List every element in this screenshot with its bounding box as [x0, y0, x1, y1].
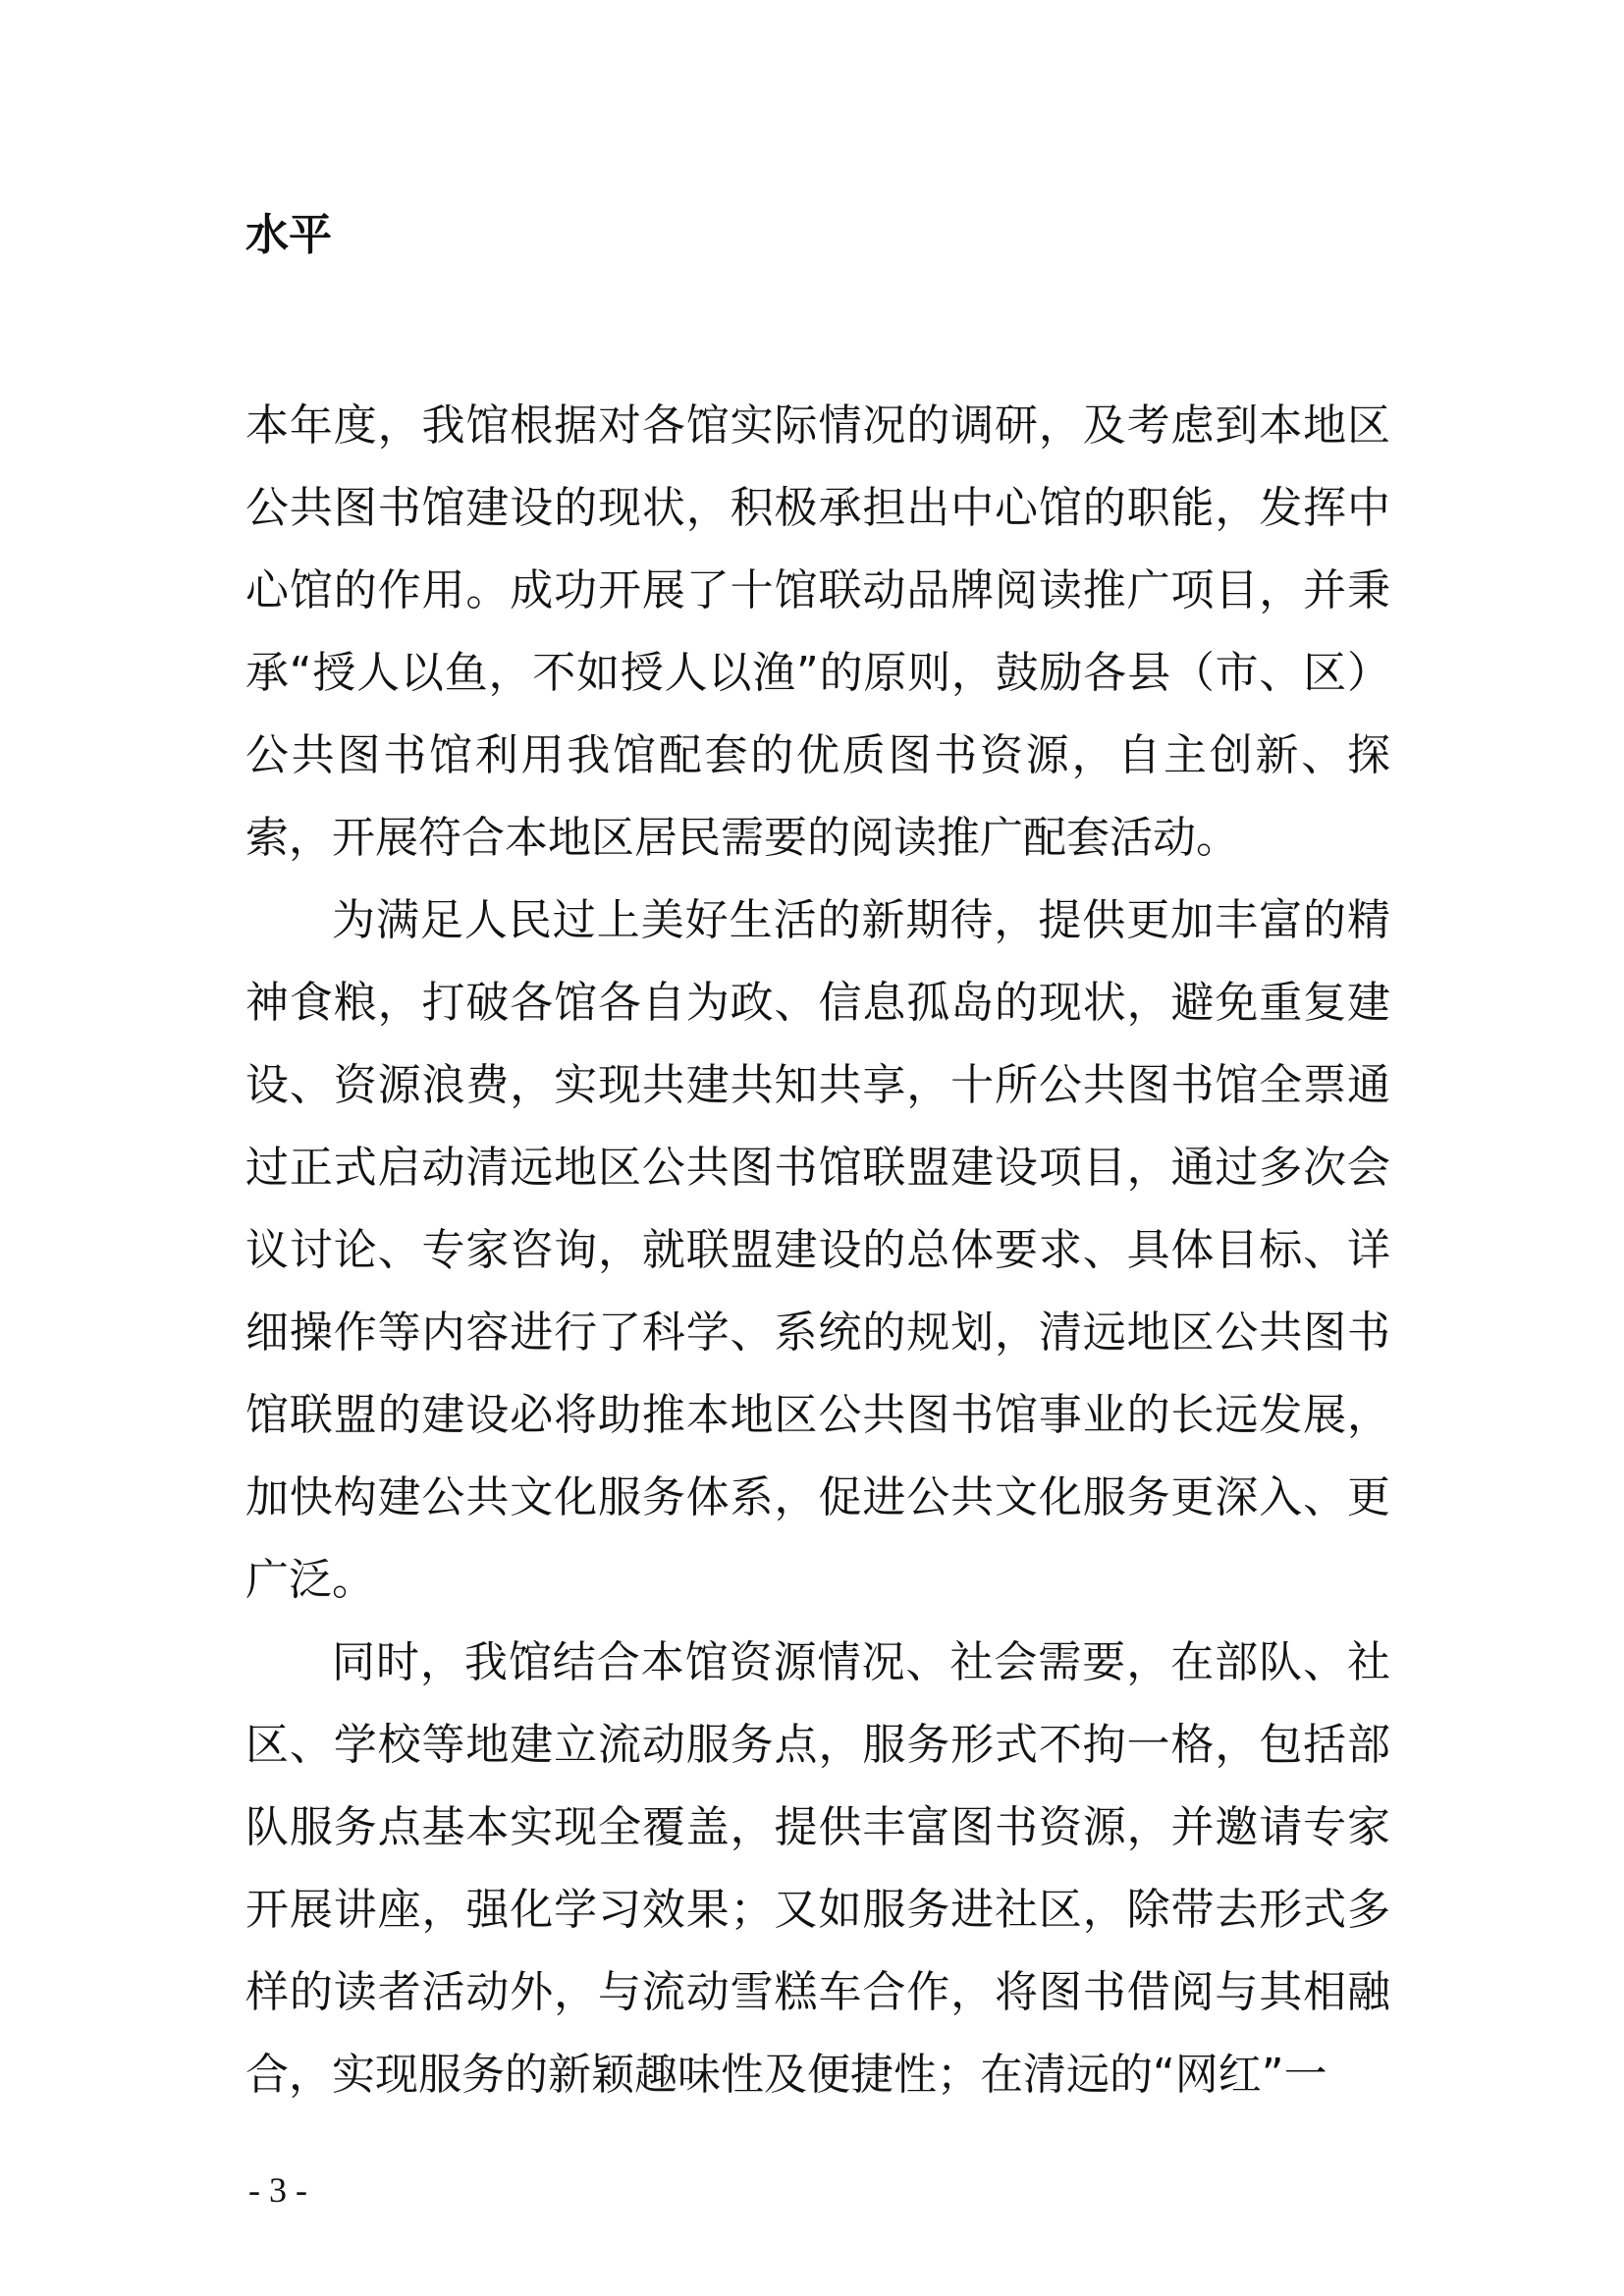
- paragraph-3: 同时，我馆结合本馆资源情况、社会需要，在部队、社区、学校等地建立流动服务点，服务形式不拘一格，包括部队服务点基本实现全覆盖，提供丰富图书资源，并邀请专家开展讲座，强化学习效果；又如服务进社区，除带去形式多样的读者活动外，与流动雪糕车合作，将图书借阅与其相融合，实现服务的新颖趣味性及便捷性；在清远的“网红”一: [245, 1637, 1390, 2100]
- body-text: [245, 385, 1390, 2116]
- page-number: - 3 -: [248, 2170, 307, 2210]
- paragraph-2: 为满足人民过上美好生活的新期待，提供更加丰富的精神食粮，打破各馆各自为政、信息孤岛的现状，避免重复建设、资源浪费，实现共建共知共享，十所公共图书馆全票通过正式启动清远地区公共图书馆联盟建设项目，通过多次会议讨论、专家咨询，就联盟建设的总体要求、具体目标、详细操作等内容进行了科学、系统的规划，清远地区公共图书馆联盟的建设必将助推本地区公共图书馆事业的长远发展，加快构建公共文化服务体系，促进公共文化服务更深入、更广泛。: [245, 895, 1390, 1605]
- section-heading: 水平: [245, 210, 332, 260]
- paragraph-1: 本年度，我馆根据对各馆实际情况的调研，及考虑到本地区公共图书馆建设的现状，积极承担出中心馆的职能，发挥中心馆的作用。成功开展了十馆联动品牌阅读推广项目，并秉承“授人以鱼，不如授人以渔”的原则，鼓励各县（市、区）公共图书馆利用我馆配套的优质图书资源，自主创新、探索，开展符合本地区居民需要的阅读推广配套活动。: [245, 400, 1390, 863]
